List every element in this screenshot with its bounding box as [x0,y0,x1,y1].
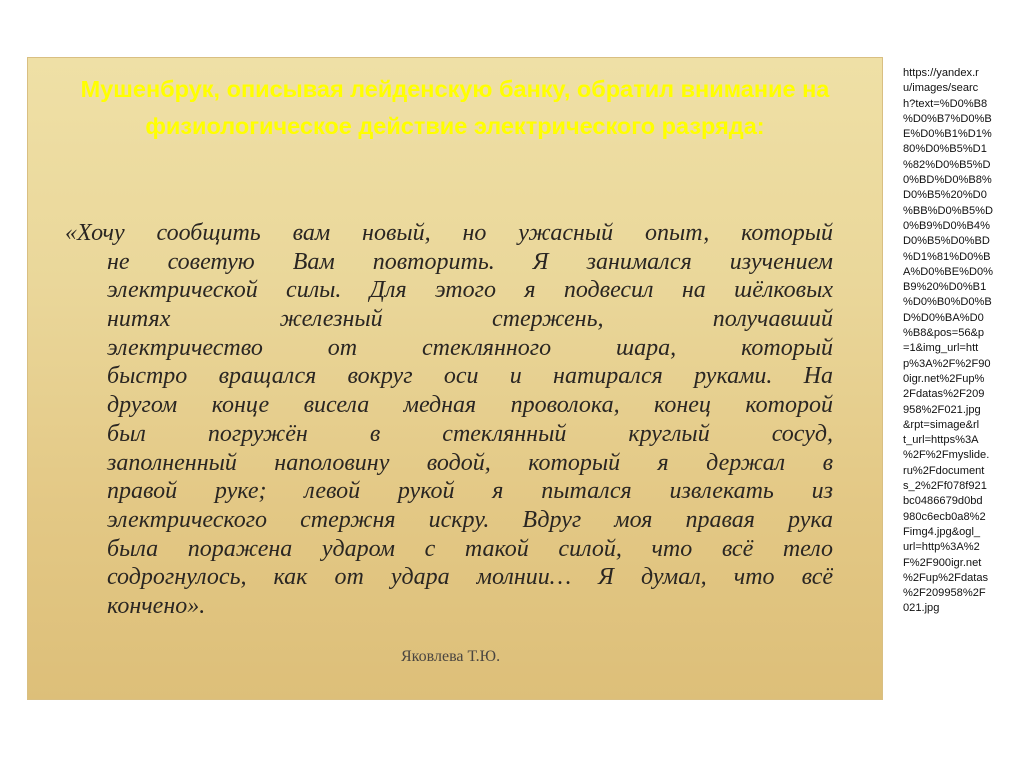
url-line: %2F%2Fmyslide. [903,449,990,462]
quote-line: нитях железный стержень, получавший [107,306,833,333]
url-line: h?text=%D0%B8 [903,97,988,110]
url-line: ru%2Fdocument [903,464,985,477]
url-line: p%3A%2F%2F90 [903,357,991,370]
quote-line: правой руке; левой рукой я пытался извлекать из [107,478,833,505]
url-line: s_2%2Ff078f921 [903,480,987,493]
url-line: u/images/searc [903,82,979,95]
slide-title: Мушенбрук, описывая лейденскую банку, обратил внимание на физиологическое действие электрического разряда: [80,76,830,139]
url-line: 2Fdatas%2F209 [903,388,985,401]
url-line: %2Fup%2Fdatas [903,571,989,584]
quote-line: «Хочу сообщить вам новый, но ужасный опыт, который [65,220,833,246]
url-line: %D1%81%D0%B [903,250,991,263]
url-line: D%D0%BA%D0 [903,311,984,324]
quote-line: быстро вращался вокруг оси и натирался руками. На [107,363,833,390]
url-line: 021.jpg [903,602,940,615]
quote-line: не советую Вам повторить. Я занимался изучением [107,248,833,275]
url-line: E%D0%B1%D1% [903,128,992,141]
quote-line: была поражена ударом с такой силой, что всё тело [107,535,833,562]
url-line: 0igr.net%2Fup% [903,372,985,385]
url-line: %BB%D0%B5%D [903,204,994,217]
url-line: &rpt=simage&rl [903,418,980,431]
url-line: =1&img_url=htt [903,342,979,355]
quote-line: был погружён в стеклянный круглый сосуд, [107,420,833,447]
quote-line: электрического стержня искру. Вдруг моя правая рука [107,506,833,533]
url-line: 958%2F021.jpg [903,403,981,416]
url-line: t_url=https%3A [903,434,979,447]
url-line: F%2F900igr.net [903,556,982,569]
url-line: B9%20%D0%B1 [903,281,987,294]
url-line: 0%BD%D0%B8% [903,174,992,187]
quote-line: электричество от стеклянного шара, который [107,334,833,361]
source-url [903,66,1015,617]
quote-line: заполненный наполовину водой, который я держал в [107,449,833,476]
url-line: %82%D0%B5%D [903,158,991,171]
author-credit: Яковлева Т.Ю. [401,648,501,665]
url-line: D0%B5%20%D0 [903,189,987,202]
url-line: 980c6ecb0a8%2 [903,510,986,523]
url-line: Fimg4.jpg&ogl_ [903,525,981,538]
url-line: %D0%B7%D0%B [903,112,992,125]
quote-line: электрической силы. Для этого я подвесил на шёлковых [107,277,833,304]
slide-image [27,57,883,700]
quote-text [65,219,833,621]
url-line: bc0486679d0bd [903,495,983,508]
quote-line: содрогнулось, как от удара молнии… Я думал, что всё [107,564,833,591]
quote-line: кончено». [107,592,206,619]
url-line: url=http%3A%2 [903,541,980,554]
url-line: %2F209958%2F [903,587,986,600]
url-line: D0%B5%D0%BD [903,235,990,248]
url-line: %D0%B0%D0%B [903,296,992,309]
url-line: 0%B9%D0%B4% [903,219,990,232]
quote-line: другом конце висела медная проволока, конец которой [107,392,833,419]
url-line: https://yandex.r [903,67,979,79]
url-line: %B8&pos=56&p [903,327,985,340]
url-line: A%D0%BE%D0% [903,265,994,278]
url-line: 80%D0%B5%D1 [903,143,987,156]
